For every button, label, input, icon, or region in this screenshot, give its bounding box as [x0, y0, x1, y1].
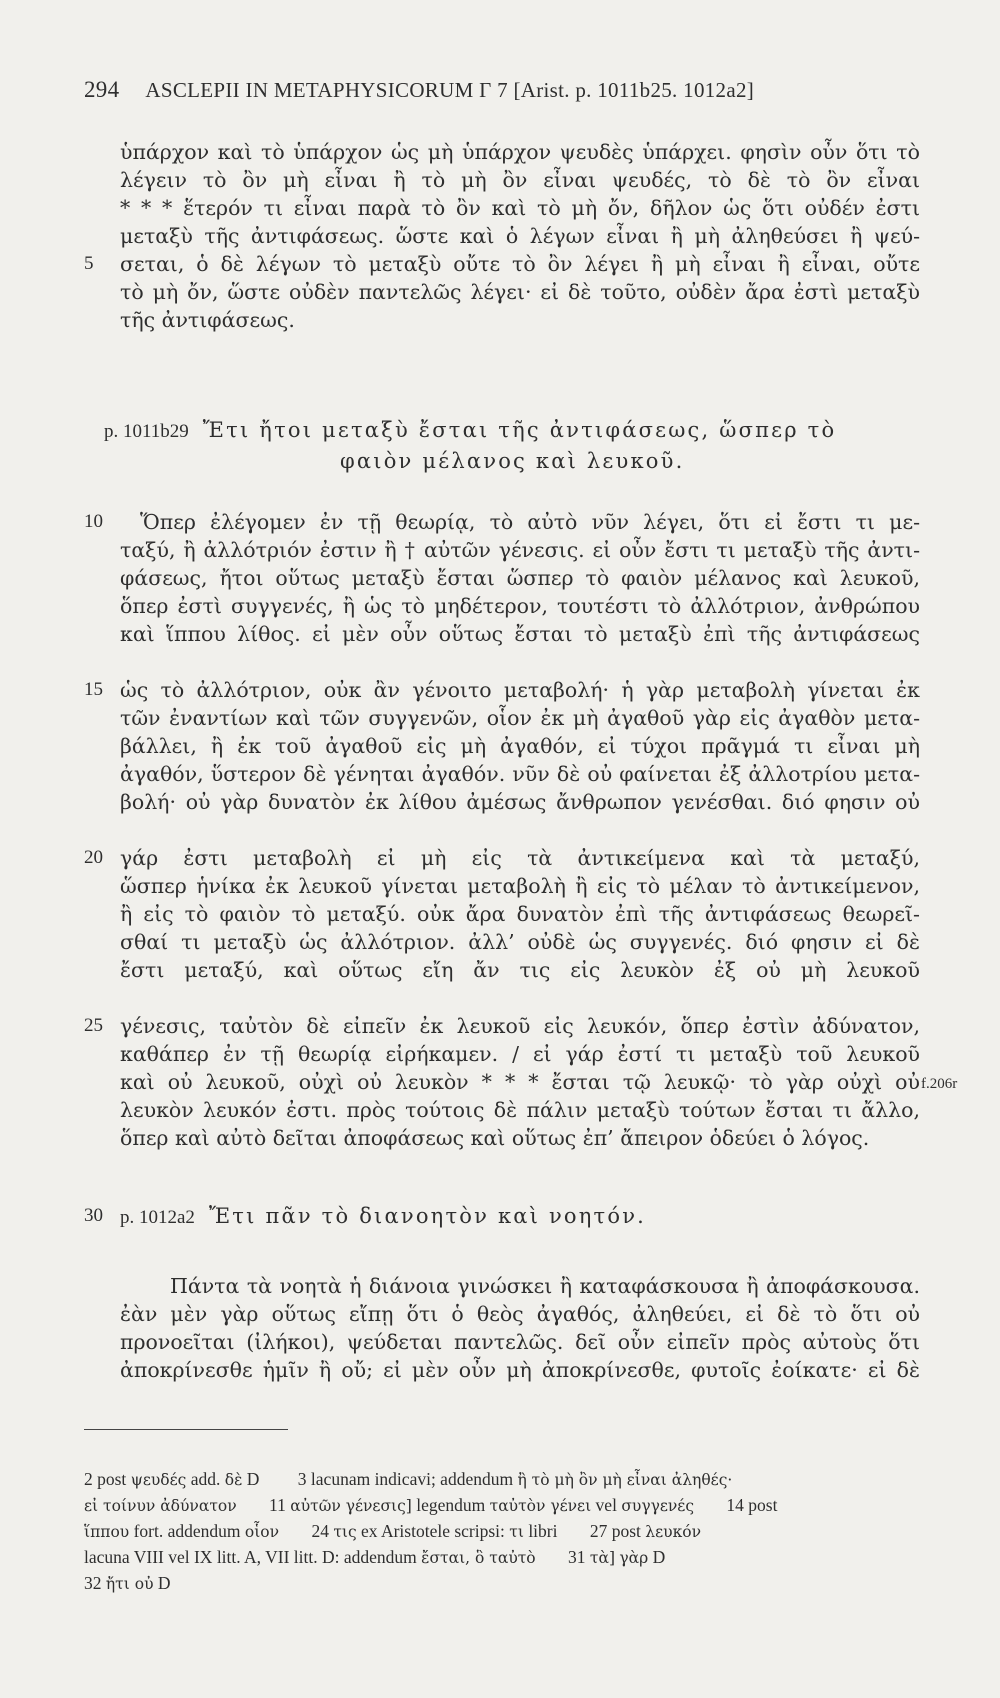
- lemma-heading: [120, 1202, 920, 1232]
- footnote-greek: οἷον: [244, 1523, 280, 1541]
- line-number: 5: [84, 253, 94, 274]
- text-line: * * * ἕτερόν τι εἶναι παρὰ τὸ ὂν καὶ τὸ μὴ ὄν, δῆλον ὡς ὅτι οὐδέν ἐστι: [120, 196, 920, 220]
- line-number: 30: [84, 1205, 103, 1226]
- footnote-text: ex Aristotele scripsi:: [361, 1521, 505, 1541]
- footnote-text: fort. addendum: [133, 1521, 241, 1541]
- text-line: ἀποκρίνεσθε ἡμῖν ἢ οὔ; εἰ μὲν οὖν μὴ ἀποκρίνεσθε, φυτοῖς ἐοίκατε· εἰ δὲ: [120, 1358, 920, 1382]
- lemma-text-continued: φαιὸν μέλανος καὶ λευκοῦ.: [340, 449, 685, 473]
- footnote-greek: αὐτῶν γένεσις]: [290, 1497, 412, 1515]
- footnote-text: 24: [311, 1521, 329, 1541]
- footnote-line: [84, 1519, 970, 1545]
- footnote-line: [84, 1545, 970, 1571]
- line-number: 15: [84, 679, 103, 700]
- lemma-text: Ἔτι πᾶν τὸ διανοητὸν καὶ νοητόν.: [208, 1204, 647, 1228]
- footnote-greek: ἤτι οὐ: [105, 1575, 154, 1593]
- lemma-text: [340, 447, 900, 475]
- text-line: φάσεως, ἤτοι οὕτως μεταξὺ ἔσται ὥσπερ τὸ φαιὸν μέλανος καὶ λευκοῦ,: [120, 566, 920, 590]
- footnote-greek: γὰρ: [619, 1549, 649, 1567]
- text-line: ὑπάρχον καὶ τὸ ὑπάρχον ὡς μὴ ὑπάρχον ψευδὲς ὑπάρχει. φησὶν οὖν ὅτι τὸ: [120, 140, 920, 164]
- text-line: τὸ μὴ ὄν, ὥστε οὐδὲν παντελῶς λέγει· εἰ δὲ τοῦτο, οὐδὲν ἄρα ἐστὶ μεταξὺ: [120, 280, 920, 304]
- running-header: [84, 77, 884, 103]
- running-title: ASCLEPII IN METAPHYSICORUM Γ 7 [Arist. p. 1011b25. 1012a2]: [145, 78, 755, 102]
- text-line: καὶ ἵππου λίθος. εἰ μὲν οὖν οὕτως ἔσται τὸ μεταξὺ ἐπὶ τῆς ἀντιφάσεως: [120, 622, 920, 646]
- text-line: τῶν ἐναντίων καὶ τῶν συγγενῶν, οἷον ἐκ μὴ ἀγαθοῦ γὰρ εἰς ἀγαθὸν μετα-: [120, 706, 920, 730]
- line-number: 20: [84, 847, 103, 868]
- text-line: Πάντα τὰ νοητὰ ἡ διάνοια γινώσκει ἢ καταφάσκουσα ἢ ἀποφάσκουσα.: [170, 1274, 920, 1298]
- page-number: 294: [84, 77, 120, 102]
- lemma-reference: p. 1011b29: [104, 421, 189, 442]
- footnote-text: 3 lacunam indicavi; addendum: [297, 1469, 514, 1489]
- footnote-text: D: [246, 1469, 260, 1489]
- footnote-greek: ψευδές: [130, 1471, 187, 1489]
- text-line: καθάπερ ἐν τῇ θεωρίᾳ εἰρήκαμεν. / εἰ γάρ ἐστί τι μεταξὺ τοῦ λευκοῦ: [120, 1042, 920, 1066]
- text-line: μεταξὺ τῆς ἀντιφάσεως. ὥστε καὶ ὁ λέγων εἶναι ἢ μὴ ἀληθεύσει ἢ ψεύ-: [120, 224, 920, 248]
- footnote-line: [84, 1493, 970, 1519]
- text-line: τῆς ἀντιφάσεως.: [120, 308, 295, 332]
- text-line: ἐὰν μὲν γὰρ οὕτως εἴπῃ ὅτι ὁ θεὸς ἀγαθός, ἀληθεύει, εἰ δὲ τὸ ὅτι οὐ: [120, 1302, 920, 1326]
- lemma-heading: [104, 416, 924, 446]
- text-line: καὶ οὐ λευκοῦ, οὐχὶ οὐ λευκὸν * * * ἔσται τῷ λευκῷ· τὸ γὰρ οὐχὶ οὐ: [120, 1070, 920, 1094]
- footnote-greek: λευκόν: [645, 1523, 702, 1541]
- footnote-text: D: [157, 1573, 171, 1593]
- footnote-greek: τὰ]: [589, 1549, 615, 1567]
- line-number: 25: [84, 1015, 103, 1036]
- text-line: γάρ ἐστι μεταβολὴ εἰ μὴ εἰς τὰ ἀντικείμενα καὶ τὰ μεταξύ,: [120, 846, 920, 870]
- footnote-text: vel: [595, 1495, 617, 1515]
- margin-folio: f.206r: [921, 1076, 958, 1092]
- footnote-line: [84, 1571, 970, 1597]
- footnote-greek: ἢ τὸ μὴ ὂν μὴ εἶναι ἀληθές·: [517, 1471, 733, 1489]
- footnote-greek: εἰ τοίνυν ἀδύνατον: [84, 1497, 237, 1515]
- footnote-text: add.: [190, 1469, 221, 1489]
- footnote-text: 2 post: [84, 1469, 127, 1489]
- text-line: Ὅπερ ἐλέγομεν ἐν τῇ θεωρίᾳ, τὸ αὐτὸ νῦν λέγει, ὅτι εἰ ἔστι τι με-: [140, 510, 920, 534]
- footnote-greek: συγγενές: [621, 1497, 695, 1515]
- text-line: ἀγαθόν, ὕστερον δὲ γένηται ἀγαθόν. νῦν δὲ οὐ φαίνεται ἐξ ἀλλοτρίου μετα-: [120, 762, 920, 786]
- footnote-greek: τι: [509, 1523, 524, 1541]
- text-line: βάλλει, ἢ ἐκ τοῦ ἀγαθοῦ εἰς μὴ ἀγαθόν, εἰ τύχοι πρᾶγμά τι εἶναι μὴ: [120, 734, 920, 758]
- lemma-reference: p. 1012a2: [120, 1207, 195, 1228]
- text-line: σεται, ὁ δὲ λέγων τὸ μεταξὺ οὔτε τὸ ὂν λέγει ἢ μὴ εἶναι ἢ εἶναι, οὔτε: [120, 252, 920, 276]
- footnote-text: 27 post: [589, 1521, 641, 1541]
- text-line: σθαί τι μεταξὺ ὡς ἀλλότριον. ἀλλ’ οὐδὲ ὡς συγγενές. διό φησιν εἰ δὲ: [120, 930, 920, 954]
- text-line: βολή· οὐ γὰρ δυνατὸν ἐκ λίθου ἀμέσως ἄνθρωπον γενέσθαι. διό φησιν οὐ: [120, 790, 920, 814]
- footnote-greek: ταὐτὸν γένει: [489, 1497, 592, 1515]
- footnote-text: 32: [84, 1573, 102, 1593]
- text-line: ὡς τὸ ἀλλότριον, οὐκ ἂν γένοιτο μεταβολή· ἡ γὰρ μεταβολὴ γίνεται ἐκ: [120, 678, 920, 702]
- text-line: ὥσπερ ἡνίκα ἐκ λευκοῦ γίνεται μεταβολὴ ἢ εἰς τὸ μέλαν τὸ ἀντικείμενον,: [120, 874, 920, 898]
- footnote-greek: ἔσται, ὃ ταὐτὸ: [421, 1549, 536, 1567]
- text-line: ταξύ, ἢ ἀλλότριόν ἐστιν ἢ † αὐτῶν γένεσις. εἰ οὖν ἔστι τι μεταξὺ τῆς ἀντι-: [120, 538, 920, 562]
- lemma-text: Ἔτι ἤτοι μεταξὺ ἔσται τῆς ἀντιφάσεως, ὥσπερ τὸ: [202, 418, 837, 442]
- footnote-text: 14 post: [726, 1495, 778, 1515]
- footnote-text: lacuna VIII vel IX litt. A, VII litt. D: addendum: [84, 1547, 417, 1567]
- text-line: γένεσις, ταὐτὸν δὲ εἰπεῖν ἐκ λευκοῦ εἰς λευκόν, ὅπερ ἐστὶν ἀδύνατον,: [120, 1014, 920, 1038]
- text-line: προνοεῖται (ἰλήκοι), ψεύδεται παντελῶς. δεῖ οὖν εἰπεῖν πρὸς αὐτοὺς ὅτι: [120, 1330, 920, 1354]
- footnote-greek: τις: [333, 1523, 357, 1541]
- text-line: λευκὸν λευκόν ἐστι. πρὸς τούτοις δὲ πάλιν μεταξὺ τούτων ἔσται τι ἄλλο,: [120, 1098, 920, 1122]
- footnote-text: libri: [528, 1521, 558, 1541]
- footnote-text: 31: [568, 1547, 586, 1567]
- text-line: λέγειν τὸ ὂν μὴ εἶναι ἢ τὸ μὴ ὂν εἶναι ψευδές, τὸ δὲ τὸ ὂν εἶναι: [120, 168, 920, 192]
- footnote-greek: δὲ: [224, 1471, 243, 1489]
- footnote-text: legendum: [416, 1495, 486, 1515]
- line-number: 10: [84, 511, 103, 532]
- text-line: ὅπερ ἐστὶ συγγενές, ἢ ὡς τὸ μηδέτερον, τουτέστι τὸ ἀλλότριον, ἀνθρώπου: [120, 594, 920, 618]
- footnote-text: D: [652, 1547, 666, 1567]
- footnote-rule: [84, 1429, 288, 1430]
- footnote-line: [84, 1467, 970, 1493]
- text-line: ὅπερ καὶ αὐτὸ δεῖται ἀποφάσεως καὶ οὕτως ἐπ’ ἄπειρον ὁδεύει ὁ λόγος.: [120, 1126, 870, 1150]
- text-line: ἢ εἰς τὸ φαιὸν τὸ μεταξύ. οὐκ ἄρα δυνατὸν ἐπὶ τῆς ἀντιφάσεως θεωρεῖ-: [120, 902, 920, 926]
- footnote-greek: ἵππου: [84, 1523, 130, 1541]
- text-line: ἔστι μεταξύ, καὶ οὕτως εἴη ἄν τις εἰς λευκὸν ἐξ οὐ μὴ λευκοῦ: [120, 958, 920, 982]
- footnote-text: 11: [269, 1495, 286, 1515]
